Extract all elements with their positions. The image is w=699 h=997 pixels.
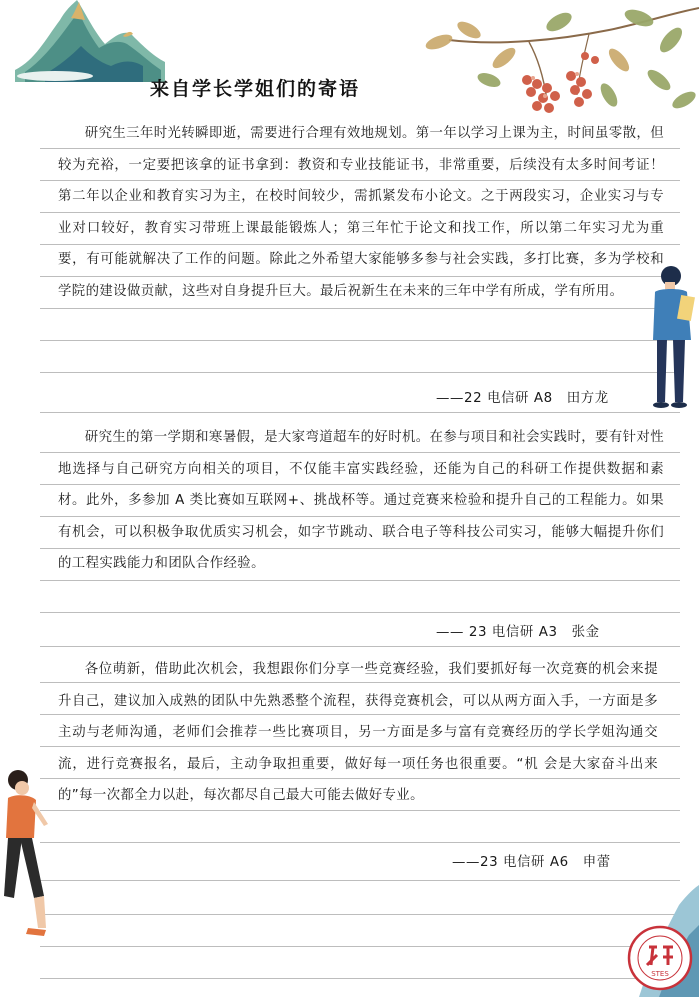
mountain-illustration xyxy=(15,0,165,82)
page-title: 来自学长学姐们的寄语 xyxy=(150,78,361,100)
message-2-body: 研究生的第一学期和寒暑假，是大家弯道超车的好时机。在参与项目和社会实践时，要有针对性地选择与自己研究方向相关的项目，不仅能丰富实践经验，还能为自己的科研工作提供数据和素材。此外，多参加 A 类比赛如互联网+、挑战杯等。通过竞赛来检验和提升自己的工程能力。如果有机会，可以积极争取优质实习机会，如字节跳动、联合电子等科技公司实习，能够大幅提升你们的工程实践能力和团队合作经验。 xyxy=(58,430,664,572)
runner-illustration xyxy=(0,768,60,943)
message-3-signature: ——23 电信研 A6 申蕾 xyxy=(452,855,611,870)
message-2-signature: —— 23 电信研 A3 张金 xyxy=(436,625,600,640)
message-3-body: 各位萌新，借助此次机会，我想跟你们分享一些竞赛经验，我们要抓好每一次竞赛的机会来提升自己，建议加入成熟的团队中先熟悉整个流程，获得竞赛机会，可以从两方面入手，一方面是多主动与老师沟通，老师们会推荐一些比赛项目，另一方面是多与富有竞赛经历的学长学姐沟通交流，进行竞赛报名，最后，主动争取担重要，做好每一项任务也很重要。“机 会是大家奋斗出来的”每一次都全力以赴，每次都尽自己最大可能去做好专业。 xyxy=(58,662,658,804)
school-seal-logo xyxy=(627,925,693,991)
message-1-signature: ——22 电信研 A8 田方龙 xyxy=(436,391,609,406)
berry-branch-illustration xyxy=(409,0,699,125)
message-1-body: 研究生三年时光转瞬即逝，需要进行合理有效地规划。第一年以学习上课为主，时间虽零散，但较为充裕，一定要把该拿的证书拿到：教资和专业技能证书，非常重要，后续没有太多时间考证！第二年以企业和教育实习为主，在校时间较少，需抓紧发布小论文。之于两段实习，企业实习与专业对口较好，教育实习带班上课最能锻炼人；第三年忙于论文和找工作，所以第二年实习尤为重要，有可能就解决了工作的问题。除此之外希望大家能够多参与社会实践，多打比赛，多为学校和学院的建设做贡献，这些对自身提升巨大。最后祝新生在未来的三年中学有所成，学有所用。 xyxy=(58,126,664,299)
seal-text: STES xyxy=(651,970,669,978)
